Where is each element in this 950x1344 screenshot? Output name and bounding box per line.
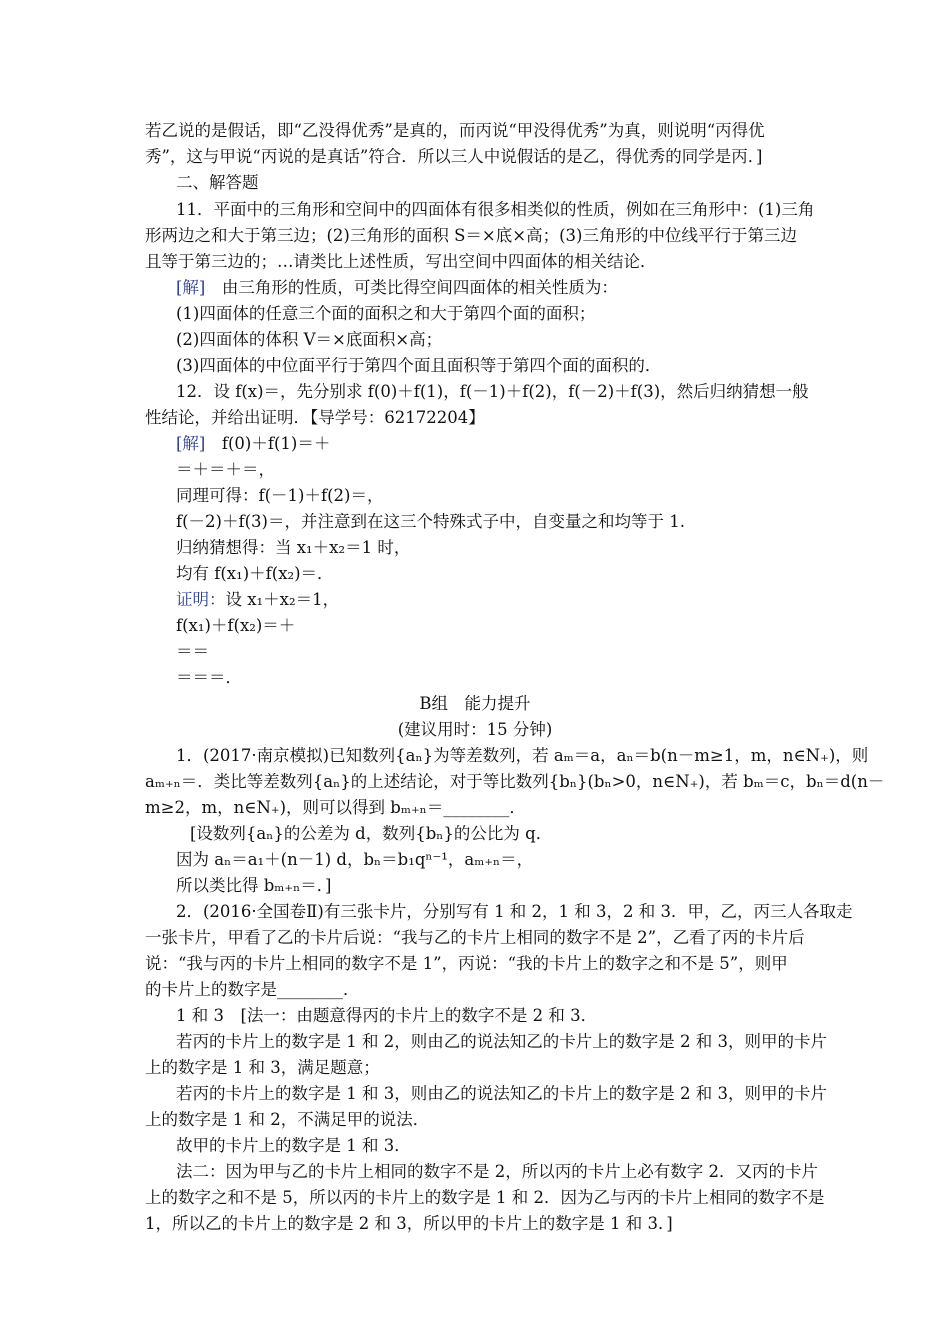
text-line: ＝＝ xyxy=(176,642,209,661)
text-line: 性结论，并给出证明．【导学号：62172204】 xyxy=(145,408,485,427)
text-line: 归纳猜想得：当 x₁＋x₂＝1 时， xyxy=(176,538,411,557)
text-line: 1 和 3 [法一：由题意得丙的卡片上的数字不是 2 和 3． xyxy=(176,1006,598,1025)
text-line: (2)四面体的体积 V＝×底面积×高； xyxy=(176,330,443,349)
text-line: [设数列{aₙ}的公差为 d，数列{bₙ}的公比为 q． xyxy=(190,824,553,843)
text-line: 所以类比得 bₘ₊ₙ＝．] xyxy=(176,876,332,895)
text-line: 上的数字是 1 和 2，不满足甲的说法． xyxy=(145,1110,430,1129)
text-line: 若丙的卡片上的数字是 1 和 2，则由乙的说法知乙的卡片上的数字是 2 和 3，则甲的卡片 xyxy=(176,1032,827,1051)
section-heading: 二、解答题 xyxy=(176,173,259,192)
time-hint: (建议用时：15 分钟) xyxy=(397,720,553,739)
text-line: 上的数字是 1 和 3，满足题意； xyxy=(145,1058,380,1077)
text-line: (1)四面体的任意三个面的面积之和大于第四个面的面积； xyxy=(176,304,596,323)
text-line: f(x₁)＋f(x₂)＝＋ xyxy=(176,616,296,635)
text-line: m≥2，m，n∈N₊)，则可以得到 bₘ₊ₙ＝________． xyxy=(145,798,526,817)
text-line: 形两边之和大于第三边；(2)三角形的面积 S＝×底×高；(3)三角形的中位线平行于第三边 xyxy=(145,226,797,245)
problem-12-text: 12．设 f(x)＝，先分别求 f(0)＋f(1)，f(－1)＋f(2)，f(－2)＋f(3)，然后归纳猜想一般 xyxy=(176,382,809,401)
text-line: 一张卡片，甲看了乙的卡片后说：“我与乙的卡片上相同的数字不是 2”，乙看了丙的卡片后 xyxy=(145,928,805,947)
text-line: aₘ₊ₙ＝．类比等差数列{aₙ}的上述结论，对于等比数列{bₙ}(bₙ>0，n∈N₊)，若 bₘ＝c，bₙ＝d(n－ xyxy=(145,772,885,791)
group-title: B组 能力提升 xyxy=(419,694,531,713)
solution-label: [解] xyxy=(176,278,206,297)
text-line: 均有 f(x₁)＋f(x₂)＝． xyxy=(176,564,334,583)
text-line: 且等于第三边的；…请类比上述性质，写出空间中四面体的相关结论． xyxy=(145,252,657,271)
text-line: 说：“我与丙的卡片上相同的数字不是 1”，丙说：“我的卡片上的数字之和不是 5”，则甲 xyxy=(145,954,788,973)
text-line: 1，所以乙的卡片上的数字是 2 和 3，所以甲的卡片上的数字是 1 和 3．] xyxy=(145,1214,673,1233)
text-line: 法二：因为甲与乙的卡片上相同的数字不是 2，所以丙的卡片上必有数字 2．又丙的卡片 xyxy=(176,1162,818,1181)
problem-2-text: 2．(2016·全国卷Ⅱ)有三张卡片，分别写有 1 和 2，1 和 3，2 和 3．甲，乙，丙三人各取走 xyxy=(176,902,853,921)
text-line: ＝＝＝． xyxy=(176,668,242,687)
text-line: 故甲的卡片上的数字是 1 和 3． xyxy=(176,1136,411,1155)
text-line: 上的数字之和不是 5，所以丙的卡片上的数字是 1 和 2．因为乙与丙的卡片上相同的数字不是 xyxy=(145,1188,825,1207)
solution-label: [解] xyxy=(176,434,206,453)
text-line: 若乙说的是假话，即“乙没得优秀”是真的，而丙说“甲没得优秀”为真，则说明“丙得优 xyxy=(145,121,765,140)
solution-line: [解] f(0)＋f(1)＝＋ xyxy=(176,434,331,453)
proof-label: 证明： xyxy=(176,590,226,609)
problem-1-text: 1．(2017·南京模拟)已知数列{aₙ}为等差数列，若 aₘ＝a，aₙ＝b(n－m≥1，m，n∈N₊)，则 xyxy=(176,746,869,765)
proof-line: 证明：设 x₁＋x₂＝1， xyxy=(176,590,340,609)
text-line: 的卡片上的数字是________． xyxy=(145,980,360,999)
text-line: 同理可得：f(－1)＋f(2)＝， xyxy=(176,486,384,505)
solution-line: [解] 由三角形的性质，可类比得空间四面体的相关性质为： xyxy=(176,278,618,297)
text-line: 若丙的卡片上的数字是 1 和 3，则由乙的说法知乙的卡片上的数字是 2 和 3，则甲的卡片 xyxy=(176,1084,827,1103)
text-line: ＝＋＝＋＝， xyxy=(176,460,275,479)
text-line: 秀”，这与甲说“丙说的是真话”符合．所以三人中说假话的是乙，得优秀的同学是丙．] xyxy=(145,147,763,166)
text-line: (3)四面体的中位面平行于第四个面且面积等于第四个面的面积的． xyxy=(176,356,662,375)
text-line: 因为 aₙ＝a₁＋(n－1) d，bₙ＝b₁qⁿ⁻¹，aₘ₊ₙ＝， xyxy=(176,850,534,869)
problem-11-text: 11．平面中的三角形和空间中的四面体有很多相类似的性质，例如在三角形中：(1)三角 xyxy=(176,200,815,219)
text-line: f(－2)＋f(3)＝，并注意到在这三个特殊式子中，自变量之和均等于 1. xyxy=(176,512,685,531)
